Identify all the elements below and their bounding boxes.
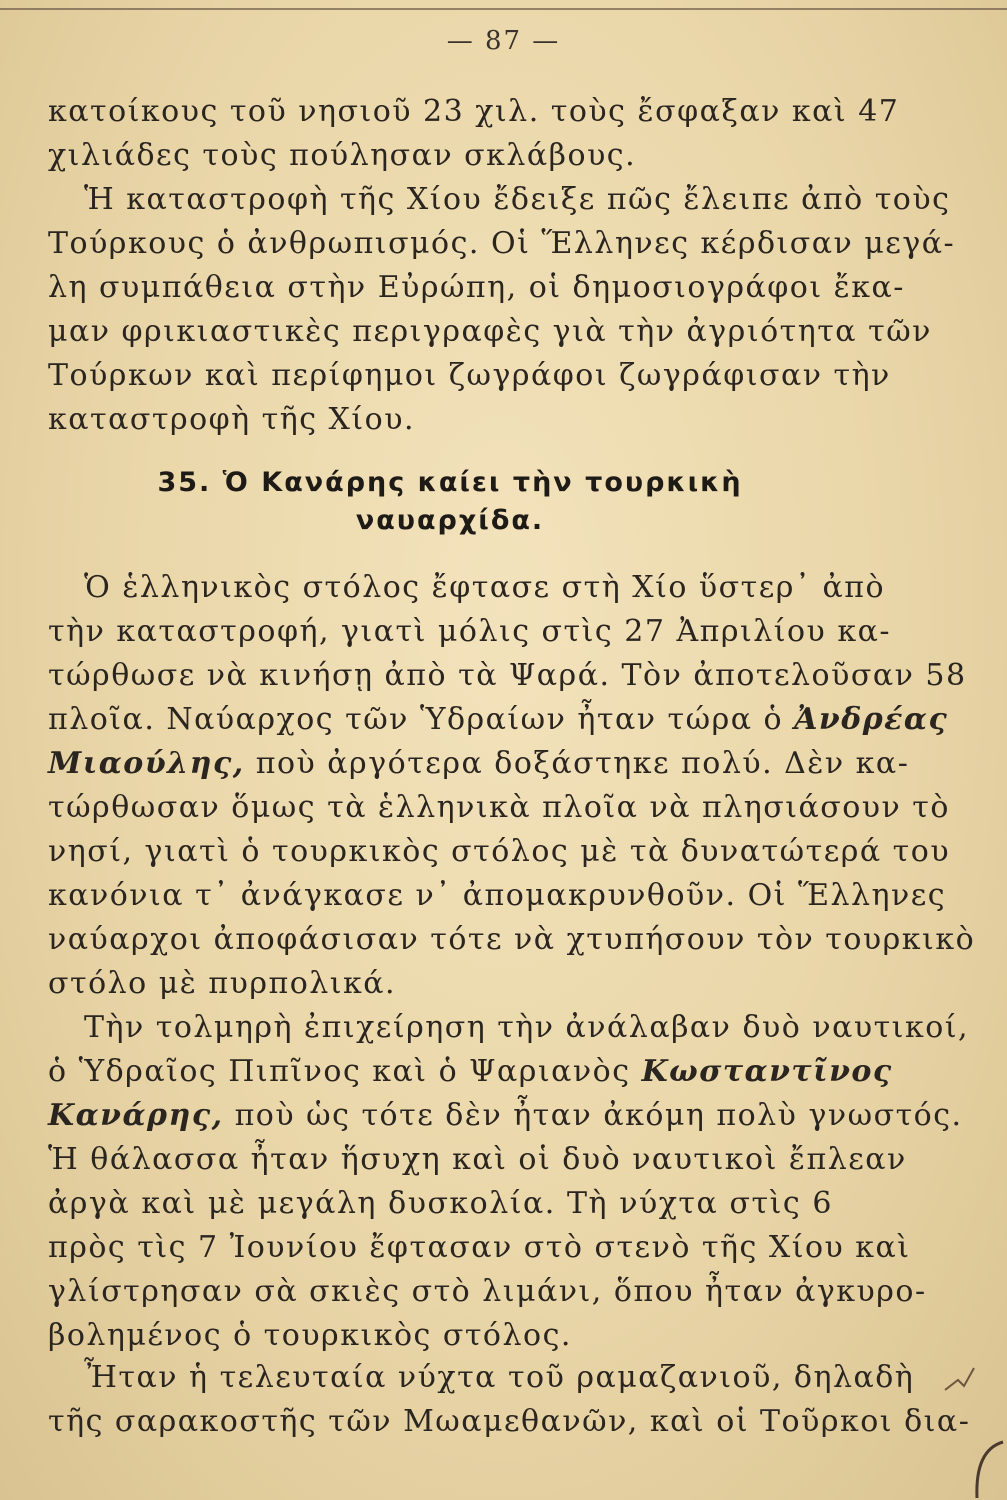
person-name: Ἀνδρέας xyxy=(794,702,949,737)
text-line: Τούρκους ὁ ἀνθρωπισμός. Οἱ Ἕλληνες κέρδισαν μεγά- xyxy=(48,226,956,261)
text-line: κατοίκους τοῦ νησιοῦ 23 χιλ. τοὺς ἔσφαξαν καὶ 47 xyxy=(48,94,900,129)
text-line: Ὁ ἑλληνικὸς στόλος ἔφτασε στὴ Χίο ὕστερ᾽ ἀπὸ xyxy=(84,570,885,605)
page-top-edge xyxy=(0,8,1007,10)
text-line: Ἦταν ἡ τελευταία νύχτα τοῦ ραμαζανιοῦ, δηλαδὴ xyxy=(84,1360,915,1395)
text-line: Τὴν τολμηρὴ ἐπιχείρηση τὴν ἀνάλαβαν δυὸ ναυτικοί, xyxy=(84,1010,970,1045)
section-heading xyxy=(100,464,800,540)
text-line: πρὸς τὶς 7 Ἰουνίου ἔφτασαν στὸ στενὸ τῆς Χίου καὶ xyxy=(48,1230,911,1265)
section-heading-line: ναυαρχίδα. xyxy=(355,505,545,536)
text-line: στόλο μὲ πυρπολικά. xyxy=(48,966,397,1001)
text-line: κανόνια τ᾽ ἀνάγκασε ν᾽ ἀπομακρυνθοῦν. Οἱ Ἕλληνες xyxy=(48,878,947,913)
ink-mark xyxy=(940,1360,980,1400)
text-line: τῆς σαρακοστῆς τῶν Μωαμεθανῶν, καὶ οἱ Τοῦρκοι δια- xyxy=(48,1404,971,1439)
text-line xyxy=(48,1094,963,1138)
text-line: τώρθωσαν ὅμως τὰ ἑλληνικὰ πλοῖα νὰ πλησιάσουν τὸ xyxy=(48,790,950,825)
text-line: νησί, γιατὶ ὁ τουρκικὸς στόλος μὲ τὰ δυνατώτερά του xyxy=(48,834,951,869)
text-line xyxy=(48,742,910,786)
text-line: τὴν καταστροφή, γιατὶ μόλις στὶς 27 Ἀπριλίου κα- xyxy=(48,614,891,649)
text-line: καταστροφὴ τῆς Χίου. xyxy=(48,402,416,437)
section-heading-line: 35. Ὁ Κανάρης καίει τὴν τουρκικὴ xyxy=(157,467,743,498)
text-line: Ἡ θάλασσα ἦταν ἥσυχη καὶ οἱ δυὸ ναυτικοὶ ἔπλεαν xyxy=(48,1142,907,1177)
text-span: ποὺ ὡς τότε δὲν ἦταν ἀκόμη πολὺ γνωστός. xyxy=(234,1098,963,1133)
text-line: γλίστρησαν σὰ σκιὲς στὸ λιμάνι, ὅπου ἦταν ἀγκυρο- xyxy=(48,1274,927,1309)
text-line: μαν φρικιαστικὲς περιγραφὲς γιὰ τὴν ἀγριότητα τῶν xyxy=(48,314,932,349)
page-number: — 87 — xyxy=(446,26,561,56)
paragraph-1 xyxy=(48,566,976,1006)
text-span: ὁ Ὑδραῖος Πιπῖνος καὶ ὁ Ψαριανὸς xyxy=(48,1054,631,1089)
text-line: Ἡ καταστροφὴ τῆς Χίου ἔδειξε πῶς ἔλειπε ἀπὸ τοὺς xyxy=(84,182,951,217)
intro-paragraph xyxy=(48,90,956,442)
page-corner-fold xyxy=(955,1440,1005,1500)
text-span: πλοῖα. Ναύαρχος τῶν Ὑδραίων ἦταν τώρα ὁ xyxy=(48,702,784,737)
text-line: τώρθωσε νὰ κινήσῃ ἀπὸ τὰ Ψαρά. Τὸν ἀποτελοῦσαν 58 xyxy=(48,658,967,693)
text-line: ναύαρχοι ἀποφάσισαν τότε νὰ χτυπήσουν τὸν τουρκικὸ xyxy=(48,922,976,957)
text-line: χιλιάδες τοὺς πούλησαν σκλάβους. xyxy=(48,138,637,173)
text-line: Τούρκων καὶ περίφημοι ζωγράφοι ζωγράφισαν τὴν xyxy=(48,358,891,393)
paragraph-2 xyxy=(48,1006,970,1358)
person-name: Μιαούλης, xyxy=(48,746,245,781)
text-line xyxy=(48,698,949,742)
text-line: ἀργὰ καὶ μὲ μεγάλη δυσκολία. Τὴ νύχτα στὶς 6 xyxy=(48,1186,833,1221)
paragraph-3 xyxy=(48,1356,971,1444)
person-name: Κανάρης, xyxy=(48,1098,224,1133)
text-span: ποὺ ἀργότερα δοξάστηκε πολύ. Δὲν κα- xyxy=(255,746,910,781)
text-line: λη συμπάθεια στὴν Εὐρώπη, οἱ δημοσιογράφοι ἔκα- xyxy=(48,270,905,305)
text-line xyxy=(48,1050,893,1094)
text-line: βολημένος ὁ τουρκικὸς στόλος. xyxy=(48,1318,572,1353)
person-name: Κωσταντῖνος xyxy=(641,1054,893,1089)
